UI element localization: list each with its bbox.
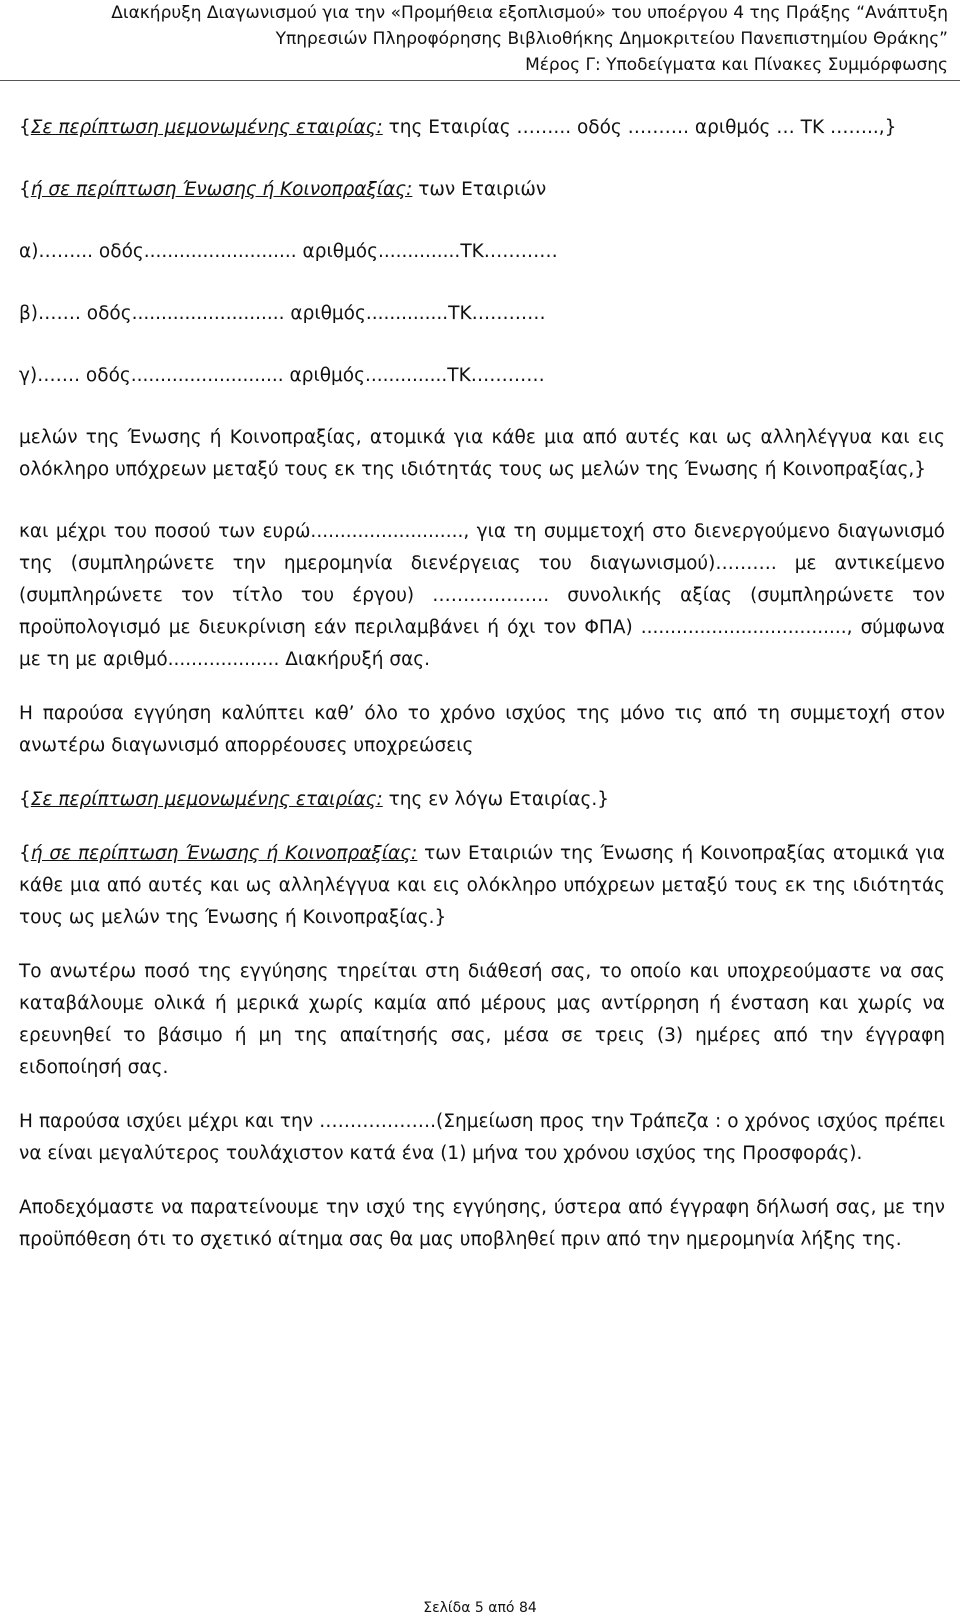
member-line-c: γ)……. οδός.......................... αριθμός..............ΤΚ………… xyxy=(19,365,545,386)
member-line-b: β)……. οδός.......................... αριθμός..............ΤΚ………… xyxy=(19,303,546,324)
paragraph-members: μελών της Ένωσης ή Κοινοπραξίας, ατομικά για κάθε μια από αυτές και ως αλληλέγγυα και εις ολόκληρο υπόχρεων μεταξύ τους εκ της ιδιότητάς τους ως μελών της Ένωσης ή Κοινοπραξίας,} xyxy=(19,427,945,480)
paragraph-validity: Η παρούσα ισχύει μέχρι και την ……………….(Σημείωση προς την Τράπεζα : ο χρόνος ισχύος πρέπει να είναι μεγαλύτερος τουλάχιστον κατά ένα (1) μήνα του χρόνου ισχύος της Προσφοράς). xyxy=(19,1111,945,1164)
paragraph-consortium: {ή σε περίπτωση Ένωσης ή Κοινοπραξίας: των Εταιριών xyxy=(19,179,547,200)
page-header xyxy=(12,0,948,78)
paragraph-coverage: Η παρούσα εγγύηση καλύπτει καθ’ όλο το χρόνο ισχύος της μόνο τις από τη συμμετοχή στον ανωτέρω διαγωνισμό απορρέουσες υποχρεώσεις xyxy=(19,703,945,756)
header-line-2: Υπηρεσιών Πληροφόρησης Βιβλιοθήκης Δημοκριτείου Πανεπιστημίου Θράκης” xyxy=(275,29,948,49)
header-line-1: Διακήρυξη Διαγωνισμού για την «Προμήθεια εξοπλισμού» του υποέργου 4 της Πράξης “Ανάπτυξη xyxy=(111,3,948,23)
single-company-label: Σε περίπτωση μεμονωμένης εταιρίας: xyxy=(30,117,383,138)
header-divider xyxy=(0,80,960,81)
header-line-3: Μέρος Γ: Υποδείγματα και Πίνακες Συμμόρφωσης xyxy=(525,55,948,75)
paragraph-single-company-2: {Σε περίπτωση μεμονωμένης εταιρίας: της εν λόγω Εταιρίας.} xyxy=(19,789,610,810)
consortium-label: ή σε περίπτωση Ένωσης ή Κοινοπραξίας: xyxy=(30,179,413,200)
paragraph-single-company: {Σε περίπτωση μεμονωμένης εταιρίας: της Εταιρίας ……... οδός ………. αριθμός … ΤΚ ……..,} xyxy=(19,117,897,138)
page-number: Σελίδα 5 από 84 xyxy=(423,1600,537,1616)
paragraph-extension: Αποδεχόμαστε να παρατείνουμε την ισχύ της εγγύησης, ύστερα από έγγραφη δήλωσή σας, με την προϋπόθεση ότι το σχετικό αίτημα σας θα μας υποβληθεί πριν από την ημερομηνία λήξης της. xyxy=(19,1197,945,1250)
paragraph-amount: και μέχρι του ποσού των ευρώ.........................., για τη συμμετοχή στο διενεργούμενο διαγωνισμό της (συμπληρώνετε την ημερομηνία διενέργειας του διαγωνισμού)………. με αντικείμενο (συμπληρώνετε τον τίτλο του έργου) ………………. συνολικής αξίας (συμπληρώνετε τον προϋπολογισμό με διευκρίνιση εάν περιλαμβάνει ή όχι τον ΦΠΑ) ..................................., σύμφωνα με τη με αριθμό................... Διακήρυξή σας. xyxy=(19,521,945,670)
paragraph-availability: Το ανωτέρω ποσό της εγγύησης τηρείται στη διάθεσή σας, το οποίο και υποχρεούμαστε να σας καταβάλουμε ολικά ή μερικά χωρίς καμία από μέρους μας αντίρρηση ή ένσταση και χωρίς να ερευνηθεί το βάσιμο ή μη της απαίτησής σας, μέσα σε τρεις (3) ημέρες από την έγγραφη ειδοποίησή σας. xyxy=(19,961,945,1078)
single-company-label-2: Σε περίπτωση μεμονωμένης εταιρίας: xyxy=(30,789,383,810)
member-line-a: α)……... οδός.......................... αριθμός..............ΤΚ………… xyxy=(19,241,558,262)
document-body xyxy=(19,112,945,1278)
consortium-label-2: ή σε περίπτωση Ένωσης ή Κοινοπραξίας: xyxy=(30,843,418,864)
paragraph-consortium-2: {ή σε περίπτωση Ένωσης ή Κοινοπραξίας: των Εταιριών της Ένωσης ή Κοινοπραξίας ατομικά για κάθε μια από αυτές και ως αλληλέγγυα και εις ολόκληρο υπόχρεων μεταξύ τους εκ της ιδιότητάς τους ως μελών της Ένωσης ή Κοινοπραξίας.} xyxy=(19,843,945,928)
